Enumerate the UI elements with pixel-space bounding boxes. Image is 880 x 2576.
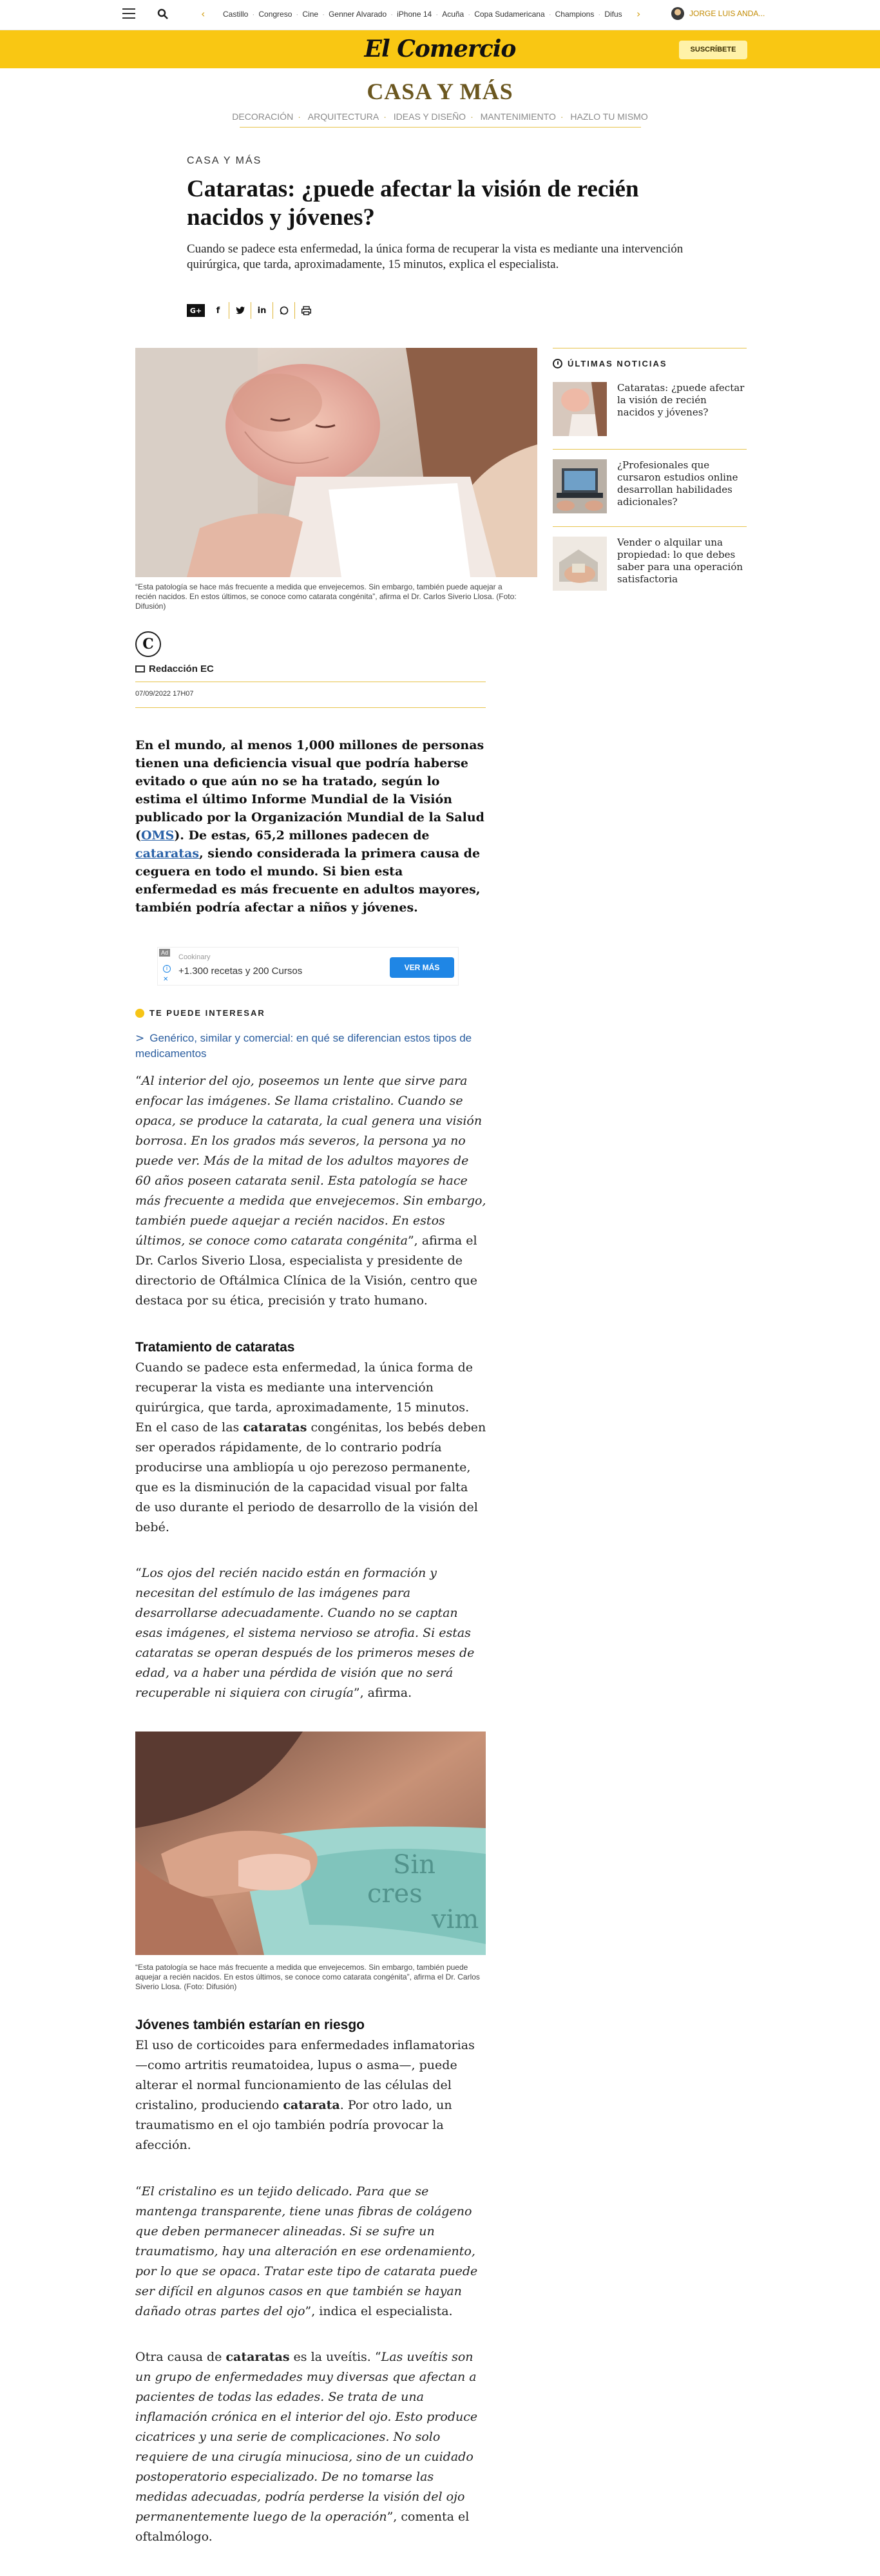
article-second-image (135, 1732, 486, 1955)
info-icon[interactable]: i (163, 965, 171, 973)
paragraph: El uso de corticoides para enfermedades inflamatorias —como artritis reumatoidea, lupus o asma—, puede alterar el normal funcionamiento de las células del cristalino, produciendo catarata. Por otro lado, un traumatismo en el ojo también podría provocar la afección. (135, 2038, 475, 2152)
news-title[interactable]: Cataratas: ¿puede afectar la visión de recién nacidos y jóvenes? (617, 382, 745, 418)
article-dek: Cuando se padece esta enfermedad, la única forma de recuperar la vista es mediante una intervención quirúrgica, que tarda, aproximadamente, 15 minutos, explica el especialista. (187, 242, 684, 271)
topic-item[interactable]: Congreso (258, 10, 292, 19)
sidebar-news-item[interactable] (553, 537, 747, 591)
ad-cta-button[interactable]: VER MÁS (390, 957, 454, 978)
article-lead: En el mundo, al menos 1,000 millones de personas tienen una deficiencia visual que podría haberse evitado o que aún no se ha tratado, según lo estima el último Informe Mundial de la Visión publicado por la Organización Mundial de la Salud (OMS). De estas, 65,2 millones padecen de cataratas, siendo considerada la primera causa de ceguera en todo el mundo. Si bien esta enfermedad es más frecuente en adultos mayores, también podría afectar a niños y jóvenes. (135, 738, 484, 915)
avatar (671, 7, 684, 20)
section-nav-item[interactable]: HAZLO TU MISMO (570, 111, 648, 122)
paragraph: “Los ojos del recién nacido están en formación y necesitan del estímulo de las imágenes para desarrollarse adecuadamente. Cuando no se captan esas imágenes, el sistema nervioso se atrofia. Si estas cataratas se operan después de los primeros meses de edad, va a haber una pérdida de visión que no será recuperable ni siquiera con cirugía”, afirma. (135, 1566, 475, 1700)
author-logo: C (135, 631, 161, 657)
clock-icon (553, 359, 562, 368)
twitter-icon[interactable] (229, 302, 251, 319)
user-name: JORGE LUIS ANDA... (689, 9, 765, 18)
news-thumbnail[interactable] (553, 537, 607, 591)
section-nav-item[interactable]: IDEAS Y DISEÑO (393, 111, 466, 122)
sidebar-news-item[interactable] (553, 459, 747, 513)
ad-text[interactable]: +1.300 recetas y 200 Cursos (178, 966, 303, 977)
sidebar-heading (553, 359, 667, 368)
section-nav-item[interactable]: ARQUITECTURA (307, 111, 379, 122)
image-caption: “Esta patología se hace más frecuente a medida que envejecemos. Sin embargo, también puede aquejar a recién nacidos. En estos últimos, se conoce como catarata congénita”, afirma el Dr. Carlos Siverio Llosa. (Foto: Difusión) (135, 582, 517, 611)
divider (553, 449, 747, 450)
google-news-icon[interactable]: G+ (187, 304, 205, 317)
article-kicker[interactable]: CASA Y MÁS (187, 155, 262, 166)
topic-item[interactable]: Acuña (442, 10, 464, 19)
author-line (135, 663, 214, 674)
link-oms[interactable]: OMS (141, 828, 175, 843)
close-icon[interactable]: ✕ (163, 976, 169, 983)
section-title[interactable]: CASA Y MÁS (367, 79, 513, 104)
user-account[interactable] (671, 7, 765, 20)
sidebar-news-item[interactable] (553, 382, 747, 436)
article-headline: Cataratas: ¿puede afectar la visión de recién nacidos y jóvenes? (187, 176, 639, 231)
divider (135, 707, 486, 708)
svg-text:cres: cres (367, 1879, 423, 1909)
section-nav: DECORACIÓN · ARQUITECTURA · IDEAS Y DISEÑO · MANTENIMIENTO · HAZLO TU MISMO (232, 111, 648, 122)
paragraph: “Al interior del ojo, poseemos un lente que sirve para enfocar las imágenes. Se llama cristalino. Cuando se opaca, se produce la catarata, la cual genera una visión borrosa. En los grados más severos, la persona ya no puede ver. Más de la mitad de los adultos mayores de 60 años poseen catarata senil. Esta patología se hace más frecuente a medida que envejecemos. Sin embargo, también puede aquejar a recién nacidos. En estos últimos, se conoce como catarata congénita”, afirma el Dr. Carlos Siverio Llosa, especialista y presidente de directorio de Oftálmica Clínica de la Visión, centro que destaca por su ética, precisión y trato humano. (135, 1074, 486, 1308)
link-cataratas[interactable]: cataratas (135, 846, 200, 861)
top-navigation (0, 0, 880, 30)
whatsapp-icon[interactable] (273, 302, 295, 319)
topic-item[interactable]: Cine (302, 10, 319, 19)
news-thumbnail[interactable] (553, 459, 607, 513)
topic-item[interactable]: Difus (604, 10, 622, 19)
search-icon[interactable] (157, 8, 169, 20)
topic-item[interactable]: Genner Alvarado (329, 10, 387, 19)
svg-text:vim: vim (432, 1905, 479, 1934)
site-logo[interactable]: El Comercio (364, 35, 516, 62)
chevron-left-icon[interactable]: ‹ (201, 8, 206, 20)
news-title[interactable]: Vender o alquilar una propiedad: lo que debes saber para una operación satisfactoria (617, 537, 743, 585)
divider (240, 127, 641, 128)
linkedin-icon[interactable]: in (251, 302, 273, 319)
subscribe-button[interactable]: SUSCRÍBETE (679, 41, 747, 59)
topic-item[interactable]: Copa Sudamericana (474, 10, 545, 19)
facebook-icon[interactable]: f (207, 302, 229, 319)
advertisement[interactable] (157, 947, 459, 986)
related-link[interactable]: > Genérico, similar y comercial: en qué se diferencian estos tipos de medicamentos (135, 1032, 472, 1060)
related-title: TE PUEDE INTERESAR (149, 1008, 265, 1018)
divider (553, 526, 747, 527)
article-main-image (135, 348, 537, 577)
paragraph: Otra causa de cataratas es la uveítis. “Las uveítis son un grupo de enfermedades muy diversas que afectan a pacientes de todas las edades. Se trata de una inflamación crónica en el interior del ojo. Esto produce cicatrices y una serie de complicaciones. No solo requiere de una cirugía minuciosa, sino de un cuidado postoperatorio especializado. De no tomarse las medidas adecuadas, podría perderse la visión del ojo permanentemente luego de la operación”, comenta el oftalmólogo. (135, 2350, 478, 2544)
ad-tag: Ad (159, 949, 170, 957)
trending-topics: Castillo · Congreso · Cine · Genner Alvarado · iPhone 14 · Acuña · Copa Sudamericana · Champions · Difus (223, 10, 622, 19)
chevron-right-icon[interactable]: › (636, 8, 641, 20)
chevron-right-icon: > (135, 1032, 145, 1045)
author-name[interactable]: Redacción EC (149, 663, 214, 674)
brand-bar (0, 30, 880, 68)
publish-date: 07/09/2022 17H07 (135, 690, 194, 698)
print-icon[interactable] (295, 302, 317, 319)
topic-item[interactable]: Champions (555, 10, 595, 19)
paragraph: Cuando se padece esta enfermedad, la única forma de recuperar la vista es mediante una intervención quirúrgica, que tarda, aproximadamente, 15 minutos. En el caso de las cataratas congénitas, los bebés deben ser operados rápidamente, de lo contrario podría producirse una ambliopía u ojo perezoso permanente, que es la disminución de la capacidad visual por falta de uso durante el periodo de desarrollo de la visión del bebé. (135, 1360, 486, 1534)
share-bar (187, 302, 317, 319)
svg-text:Sin: Sin (393, 1850, 435, 1880)
bullet-icon (135, 1009, 144, 1018)
mail-icon[interactable] (135, 665, 145, 673)
subheading: Tratamiento de cataratas (135, 1340, 295, 1355)
sidebar-title: ÚLTIMAS NOTICIAS (568, 359, 667, 368)
news-title[interactable]: ¿Profesionales que cursaron estudios online desarrollan habilidades adicionales? (617, 459, 738, 508)
hamburger-menu-icon[interactable] (122, 8, 135, 19)
subheading: Jóvenes también estarían en riesgo (135, 2018, 365, 2032)
image-caption: “Esta patología se hace más frecuente a medida que envejecemos. Sin embargo, también puede aquejar a recién nacidos. En estos últimos, se conoce como catarata congénita”, afirma el Dr. Carlos Siverio Llosa. (Foto: Difusión) (135, 1963, 480, 1991)
topic-item[interactable]: Castillo (223, 10, 249, 19)
news-thumbnail[interactable] (553, 382, 607, 436)
section-nav-item[interactable]: MANTENIMIENTO (480, 111, 556, 122)
related-heading (135, 1008, 265, 1018)
ad-brand: Cookinary (178, 953, 211, 961)
section-nav-item[interactable]: DECORACIÓN (232, 111, 294, 122)
topic-item[interactable]: iPhone 14 (397, 10, 432, 19)
paragraph: “El cristalino es un tejido delicado. Para que se mantenga transparente, tiene unas fibras de colágeno que deben permanecer alineadas. Si se sufre un traumatismo, hay una alteración en ese ordenamiento, por lo que se opaca. Tratar este tipo de catarata puede ser difícil en algunos casos en que también se hayan dañado otras partes del ojo”, indica el especialista. (135, 2184, 478, 2318)
